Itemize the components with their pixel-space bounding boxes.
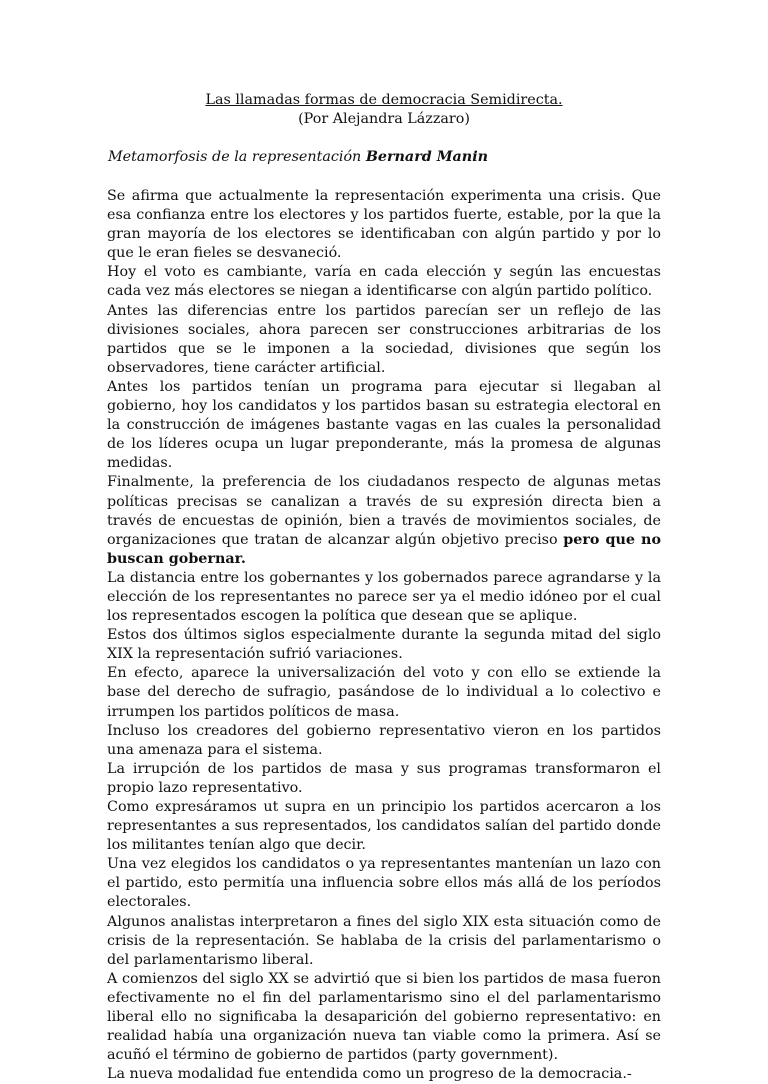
paragraph: A comienzos del siglo XX se advirtió que si bien los partidos de masa fueron efectivamente no el fin del parlamentarismo sino el del parlamentarismo liberal ello no significaba la desaparición del gobierno representativo: en realidad había una organización nueva tan viable como la primera. Así se acuñó el término de gobierno de partidos (party government). <box>107 970 661 1064</box>
paragraph: Antes los partidos tenían un programa para ejecutar si llegaban al gobierno, hoy los candidatos y los partidos basan su estrategia electoral en la construcción de imágenes bastante vagas en las cuales la personalidad de los líderes ocupa un lugar preponderante, más la promesa de algunas medidas. <box>107 378 661 472</box>
paragraph: La distancia entre los gobernantes y los gobernados parece agrandarse y la elección de los representantes no parece ser ya el medio idóneo por el cual los representados escogen la política que desean que se aplique. <box>107 569 661 625</box>
paragraph: Hoy el voto es cambiante, varía en cada elección y según las encuestas cada vez más electores se niegan a identificarse con algún partido político. <box>107 264 661 300</box>
paragraph: Estos dos últimos siglos especialmente durante la segunda mitad del siglo XIX la representación sufrió variaciones. <box>107 627 661 663</box>
subtitle-italic: Metamorfosis de la representación <box>108 149 362 165</box>
document-body <box>107 187 661 1084</box>
paragraph: La irrupción de los partidos de masa y sus programas transformaron el propio lazo representativo. <box>107 760 661 796</box>
paragraph-text: Finalmente, la preferencia de los ciudadanos respecto de algunas metas políticas precisas se canalizan a través de su expresión directa bien a través de encuestas de opinión, bien a través de movimientos sociales, de organizaciones que tratan de alcanzar algún objetivo preciso <box>107 474 661 548</box>
paragraph: Incluso los creadores del gobierno representativo vieron en los partidos una amenaza para el sistema. <box>107 722 661 758</box>
document-header <box>0 91 768 129</box>
paragraph: Se afirma que actualmente la representación experimenta una crisis. Que esa confianza entre los electores y los partidos fuerte, estable, por la que la gran mayoría de los electores se identificaban con algún partido y por lo que le eran fieles se desvaneció. <box>107 188 661 262</box>
author-line: (Por Alejandra Lázzaro) <box>298 111 470 127</box>
paragraph: La nueva modalidad fue entendida como un progreso de la democracia.- <box>107 1066 632 1083</box>
subtitle-author: Bernard Manin <box>365 149 489 165</box>
paragraph: En efecto, aparece la universalización del voto y con ello se extiende la base del derecho de sufragio, pasándose de lo individual a lo colectivo e irrumpen los partidos políticos de masa. <box>107 665 661 720</box>
document-title: Las llamadas formas de democracia Semidirecta. <box>205 92 563 108</box>
paragraph: Una vez elegidos los candidatos o ya representantes mantenían un lazo con el partido, esto permitía una influencia sobre ellos más allá de los períodos electorales. <box>107 856 661 911</box>
section-subtitle <box>108 148 668 167</box>
paragraph: Antes las diferencias entre los partidos parecían ser un reflejo de las divisiones sociales, ahora parecen ser construcciones arbitrarias de los partidos que se le imponen a la sociedad, divisiones que según los observadores, tiene carácter artificial. <box>107 302 661 376</box>
paragraph-finally <box>107 473 661 568</box>
paragraph: Como expresáramos ut supra en un principio los partidos acercaron a los representantes a sus representados, los candidatos salían del partido donde los militantes tenían algo que decir. <box>107 799 661 854</box>
paragraph-bold-text: pero que no buscan gobernar. <box>107 531 661 567</box>
paragraph: Algunos analistas interpretaron a fines del siglo XIX esta situación como de crisis de la representación. Se hablaba de la crisis del parlamentarismo o del parlamentarismo liberal. <box>107 913 661 968</box>
